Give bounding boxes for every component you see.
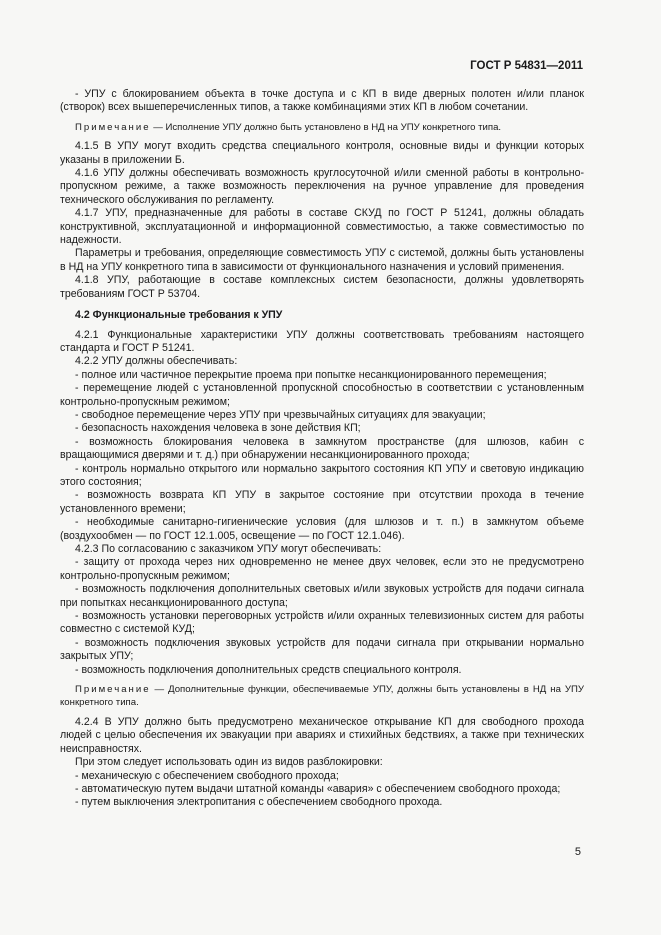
list-item: - контроль нормально открытого или нормально закрытого состояния КП УПУ и световую индикацию этого состояния;: [60, 462, 584, 488]
list-item: - механическую с обеспечением свободного прохода;: [75, 769, 339, 782]
section-heading: 4.2 Функциональные требования к УПУ: [75, 309, 283, 322]
paragraph: 4.1.8 УПУ, работающие в составе комплексных систем безопасности, должны удовлетворять требованиям ГОСТ Р 53704.: [60, 274, 584, 300]
body-text: [60, 88, 584, 810]
note-text: — Дополнительные функции, обеспечиваемые УПУ, должны быть установлены в НД на УПУ конкретного типа.: [60, 684, 584, 709]
paragraph: 4.1.5 В УПУ могут входить средства специального контроля, основные виды и функции которых указаны в приложении Б.: [60, 140, 584, 166]
paragraph: 4.1.7 УПУ, предназначенные для работы в составе СКУД по ГОСТ Р 51241, должны обладать конструктивной, эксплуатационной и информационной совместимостью, а также совместимостью по надежности.: [60, 207, 584, 247]
list-item: - защиту от прохода через них одновременно не менее двух человек, если это не предусмотрено контрольно-пропускным режимом;: [60, 556, 584, 582]
paragraph: 4.2.3 По согласованию с заказчиком УПУ могут обеспечивать:: [75, 543, 382, 555]
paragraph: При этом следует использовать один из видов разблокировки:: [75, 756, 383, 769]
paragraph: 4.2.1 Функциональные характеристики УПУ должны соответствовать требованиям настоящего стандарта и ГОСТ Р 51241.: [60, 328, 584, 354]
note: [60, 683, 584, 710]
note-label: Примечание: [75, 684, 151, 696]
paragraph: 4.2.2 УПУ должны обеспечивать:: [75, 355, 238, 368]
list-item: - перемещение людей с установленной пропускной способностью в соответствии с установленным контрольно-пропускным режимом;: [60, 382, 584, 408]
list-item: - свободное перемещение через УПУ при чрезвычайных ситуациях для эвакуации;: [75, 408, 486, 421]
standard-header: ГОСТ Р 54831—2011: [470, 60, 583, 72]
list-item: - возможность возврата КП УПУ в закрытое состояние при отсутствии прохода в течение установленного времени;: [60, 489, 584, 515]
list-item: - возможность подключения дополнительных световых и/или звуковых устройств для подачи сигнала при попытках несанкционированного доступа;: [60, 583, 584, 609]
list-item: - путем выключения электропитания с обеспечением свободного прохода.: [75, 796, 443, 809]
list-item: - полное или частичное перекрытие проема при попытке несанкционированного перемещения;: [75, 368, 547, 381]
list-item: - возможность подключения звуковых устройств для подачи сигнала при открывании нормально закрытых УПУ;: [60, 636, 584, 663]
page-number: 5: [574, 846, 581, 858]
paragraph: 4.1.6 УПУ должны обеспечивать возможность круглосуточной и/или сменной работы в контрольно-пропускном режиме, а также возможность переключения на ручное управление для проведения технического обслуживания по регламенту.: [60, 167, 584, 206]
paragraph: - УПУ с блокированием объекта в точке доступа и с КП в виде дверных полотен и/или планок (створок) всех вышеперечисленных типов, а также комбинациями этих КП в любом сочетании.: [60, 88, 584, 114]
note-label: Примечание: [75, 121, 151, 133]
list-item: - автоматическую путем выдачи штатной команды «авария» с обеспечением свободного прохода;: [75, 782, 561, 795]
list-item: - безопасность нахождения человека в зоне действия КП;: [75, 422, 361, 435]
paragraph: Параметры и требования, определяющие совместимость УПУ с системой, должны быть установлены в НД на УПУ конкретного типа в зависимости от функционального назначения и условий применения.: [60, 247, 584, 273]
note: [60, 121, 584, 134]
paragraph: 4.2.4 В УПУ должно быть предусмотрено механическое открывание КП для свободного прохода людей с целью обеспечения их эвакуации при авариях и стихийных бедствиях, а также при технических неисправностях.: [60, 715, 584, 755]
list-item: - возможность установки переговорных устройств и/или охранных телевизионных систем для работы совместно с системой КУД;: [60, 610, 584, 636]
list-item: - необходимые санитарно-гигиенические условия (для шлюзов и т. п.) в замкнутом объеме (воздухообмен — по ГОСТ 12.1.005, освещение — по ГОСТ 12.1.046).: [60, 516, 584, 542]
note-text: — Исполнение УПУ должно быть установлено в НД на УПУ конкретного типа.: [150, 121, 502, 133]
list-item: - возможность блокирования человека в замкнутом пространстве (для шлюзов, кабин с вращающимися дверями и т. д.) при обнаружении несанкционированного прохода;: [60, 435, 584, 462]
list-item: - возможность подключения дополнительных средств специального контроля.: [75, 663, 462, 676]
